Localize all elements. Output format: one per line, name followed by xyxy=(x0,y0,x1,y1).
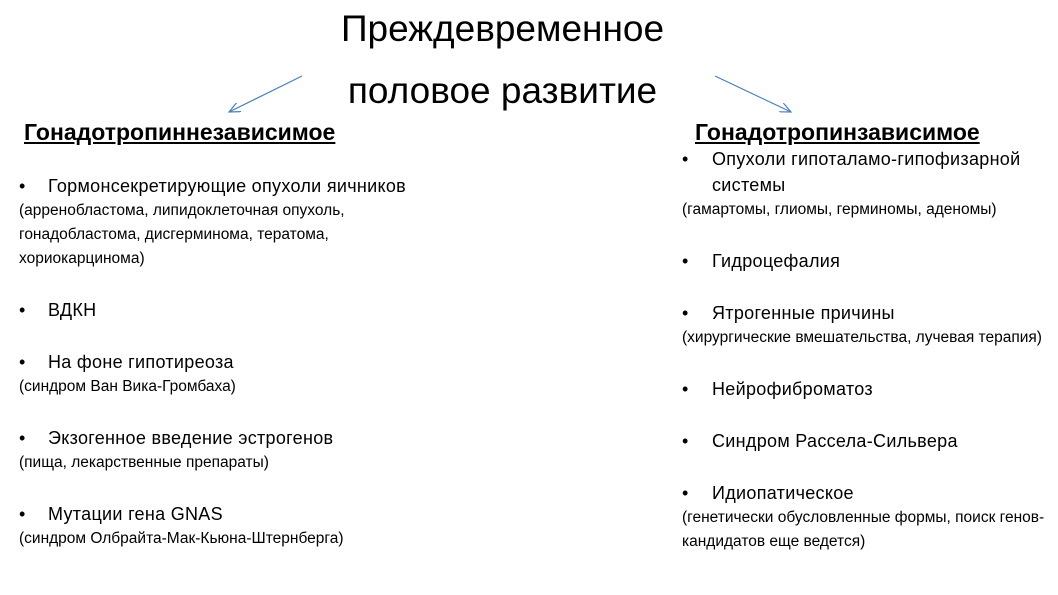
left-item-2 xyxy=(19,297,439,323)
title-line-1: Преждевременное xyxy=(340,8,665,49)
bullet: • xyxy=(682,149,689,169)
right-item-3 xyxy=(682,300,1047,350)
item-label: Гидроцефалия xyxy=(712,251,841,271)
left-column xyxy=(19,173,439,577)
bullet: • xyxy=(682,431,689,451)
right-column xyxy=(682,146,1047,554)
item-label: Опухоли гипоталамо-гипофизарной системы xyxy=(712,149,1021,195)
item-label: Ятрогенные причины xyxy=(712,303,895,323)
item-label: Экзогенное введение эстрогенов xyxy=(48,428,334,448)
left-item-1 xyxy=(19,173,439,271)
item-note: (хирургические вмешательства, лучевая терапия) xyxy=(682,329,1042,346)
right-item-1 xyxy=(682,146,1047,222)
bullet: • xyxy=(19,504,26,524)
title-line-2: половое развитие xyxy=(347,70,658,111)
right-item-6 xyxy=(682,480,1047,554)
item-label: ВДКН xyxy=(48,300,97,320)
bullet: • xyxy=(19,352,26,372)
left-heading: Гонадотропиннезависимое xyxy=(24,119,336,145)
left-item-4 xyxy=(19,425,439,475)
item-label: Идиопатическое xyxy=(712,483,854,503)
bullet: • xyxy=(19,176,26,196)
right-heading: Гонадотропинзависимое xyxy=(695,119,980,145)
item-label: На фоне гипотиреоза xyxy=(48,352,234,372)
item-label: Гормонсекретирующие опухоли яичников xyxy=(48,176,407,196)
arrow-left xyxy=(229,76,302,112)
item-label: Синдром Рассела-Сильвера xyxy=(712,431,958,451)
item-note: (арренобластома, липидоклеточная опухоль, гонадобластома, дисгерминома, тератома, хориокарцинома) xyxy=(19,202,345,267)
left-item-5 xyxy=(19,501,439,551)
right-item-5 xyxy=(682,428,1047,454)
item-note: (синдром Ван Вика-Громбаха) xyxy=(19,378,236,395)
arrow-right xyxy=(715,76,791,112)
item-label: Нейрофиброматоз xyxy=(712,379,873,399)
bullet: • xyxy=(19,300,26,320)
bullet: • xyxy=(19,428,26,448)
bullet: • xyxy=(682,251,689,271)
right-item-2 xyxy=(682,248,1047,274)
bullet: • xyxy=(682,483,689,503)
item-note: (пища, лекарственные препараты) xyxy=(19,454,269,471)
left-item-3 xyxy=(19,349,439,399)
item-note: (гамартомы, глиомы, герминомы, аденомы) xyxy=(682,201,997,218)
item-label: Мутации гена GNAS xyxy=(48,504,223,524)
bullet: • xyxy=(682,379,689,399)
item-note: (синдром Олбрайта-Мак-Кьюна-Штернберга) xyxy=(19,530,344,547)
right-item-4 xyxy=(682,376,1047,402)
bullet: • xyxy=(682,303,689,323)
item-note: (генетически обусловленные формы, поиск генов-кандидатов еще ведется) xyxy=(682,509,1045,550)
